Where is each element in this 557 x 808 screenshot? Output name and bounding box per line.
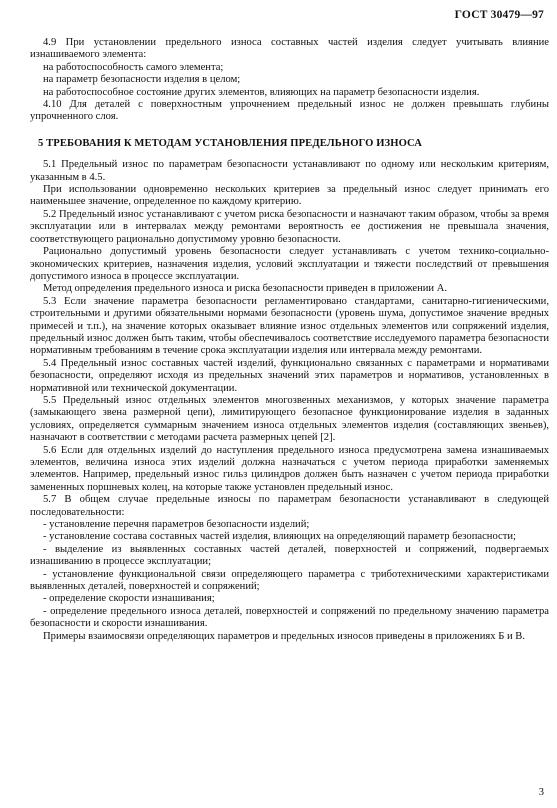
paragraph-4-9: 4.9 При установлении предельного износа составных частей изделия следует учитывать влияние изнашиваемого элемента:	[30, 37, 549, 61]
paragraph: Метод определения предельного износа и риска безопасности приведен в приложении А.	[43, 283, 448, 295]
paragraph: При использовании одновременно нескольких критериев за предельный износ следует принимать его наименьшее значение, определенное по каждому критерию.	[30, 184, 549, 208]
paragraph-5-4: 5.4 Предельный износ составных частей изделий, функционально связанных с параметрами и нормативами безопасности, определяют исходя из предельных значений этих параметров и нормативов, установленных в нормативной или технической документации.	[30, 357, 549, 394]
page-number: 3	[538, 787, 544, 798]
list-item: - установление перечня параметров безопасности изделий;	[43, 519, 310, 531]
list-item: - установление функциональной связи определяющего параметра с триботехническими характеристиками выявленных деталей, поверхностей и сопряжений;	[30, 568, 549, 593]
list-item: - определение скорости изнашивания;	[43, 593, 215, 605]
section-5-heading: 5 ТРЕБОВАНИЯ К МЕТОДАМ УСТАНОВЛЕНИЯ ПРЕДЕЛЬНОГО ИЗНОСА	[38, 137, 423, 149]
paragraph-4-10: 4.10 Для деталей с поверхностным упрочнением предельный износ не должен превышать глубины упрочненного слоя.	[30, 99, 549, 123]
list-item: - выделение из выявленных составных частей деталей, поверхностей и сопряжений, подвергаемых изнашиванию в процессе эксплуатации;	[30, 543, 549, 568]
list-item: - определение предельного износа деталей, поверхностей и сопряжений по предельному значению параметра безопасности и скорости изнашивания.	[30, 605, 549, 630]
paragraph-5-1: 5.1 Предельный износ по параметрам безопасности устанавливают по одному или нескольким критериям, указанным в 4.5.	[30, 159, 549, 183]
paragraph-5-3: 5.3 Если значение параметра безопасности регламентировано стандартами, санитарно-гигиеническими, строительными и другими обязательными нормами безопасности (уровень шума, допустимое значение вредных примесей и т.п.), на значение которых оказывает влияние износ отдельных элементов или сопряжений изделия, предельный износ должен быть таким, чтобы обеспечивалось соответствие исследуемого параметра безопасности нормативным требованиям в течение срока эксплуатации изделия или интервала между ремонтами.	[30, 295, 549, 357]
paragraph-5-7: 5.7 В общем случае предельные износы по параметрам безопасности устанавливают в следующей последовательности:	[30, 494, 549, 518]
list-item: на работоспособное состояние других элементов, влияющих на параметр безопасности изделия.	[43, 86, 480, 98]
closing-paragraph: Примеры взаимосвязи определяющих параметров и предельных износов приведены в приложениях Б и В.	[43, 630, 525, 642]
list-item: на параметр безопасности изделия в целом;	[43, 74, 241, 86]
paragraph: Рационально допустимый уровень безопасности следует устанавливать с учетом технико-социально-экономических критериев, назначения изделия, условий эксплуатации и тяжести последствий от превышения допустимого износа в процессе эксплуатации.	[30, 246, 549, 282]
list-item: - установление состава составных частей изделия, влияющих на определяющий параметр безопасности;	[43, 531, 516, 543]
paragraph-5-6: 5.6 Если для отдельных изделий до наступления предельного износа предусмотрена замена изнашиваемых элементов, величина износа этих изделий должна назначаться с учетом периода приработки заменяемых элементов. Например, предельный износ гильз цилиндров должен быть назначен с учетом периода приработки замененных поршневых колец, на которые также установлен предельный износ.	[30, 444, 549, 493]
paragraph-5-5: 5.5 Предельный износ отдельных элементов многозвенных механизмов, у которых значение параметра (замыкающего звена размерной цепи), лимитирующего безопасное функционирование изделия в заданных условиях, определяется суммарным значением износа отдельных элементов изделия (составляющих звеньев), назначают в соответствии с методами расчета размерных цепей [2].	[30, 394, 549, 444]
paragraph-5-2: 5.2 Предельный износ устанавливают с учетом риска безопасности и назначают таким образом, чтобы за время эксплуатации или в интервалах между ремонтами вероятность ее достижения не превышала значения, соответствующего рационально допустимому уровню безопасности.	[30, 208, 549, 245]
standard-code-header: ГОСТ 30479—97	[454, 9, 544, 21]
document-body	[30, 37, 549, 643]
list-item: на работоспособность самого элемента;	[43, 61, 224, 73]
